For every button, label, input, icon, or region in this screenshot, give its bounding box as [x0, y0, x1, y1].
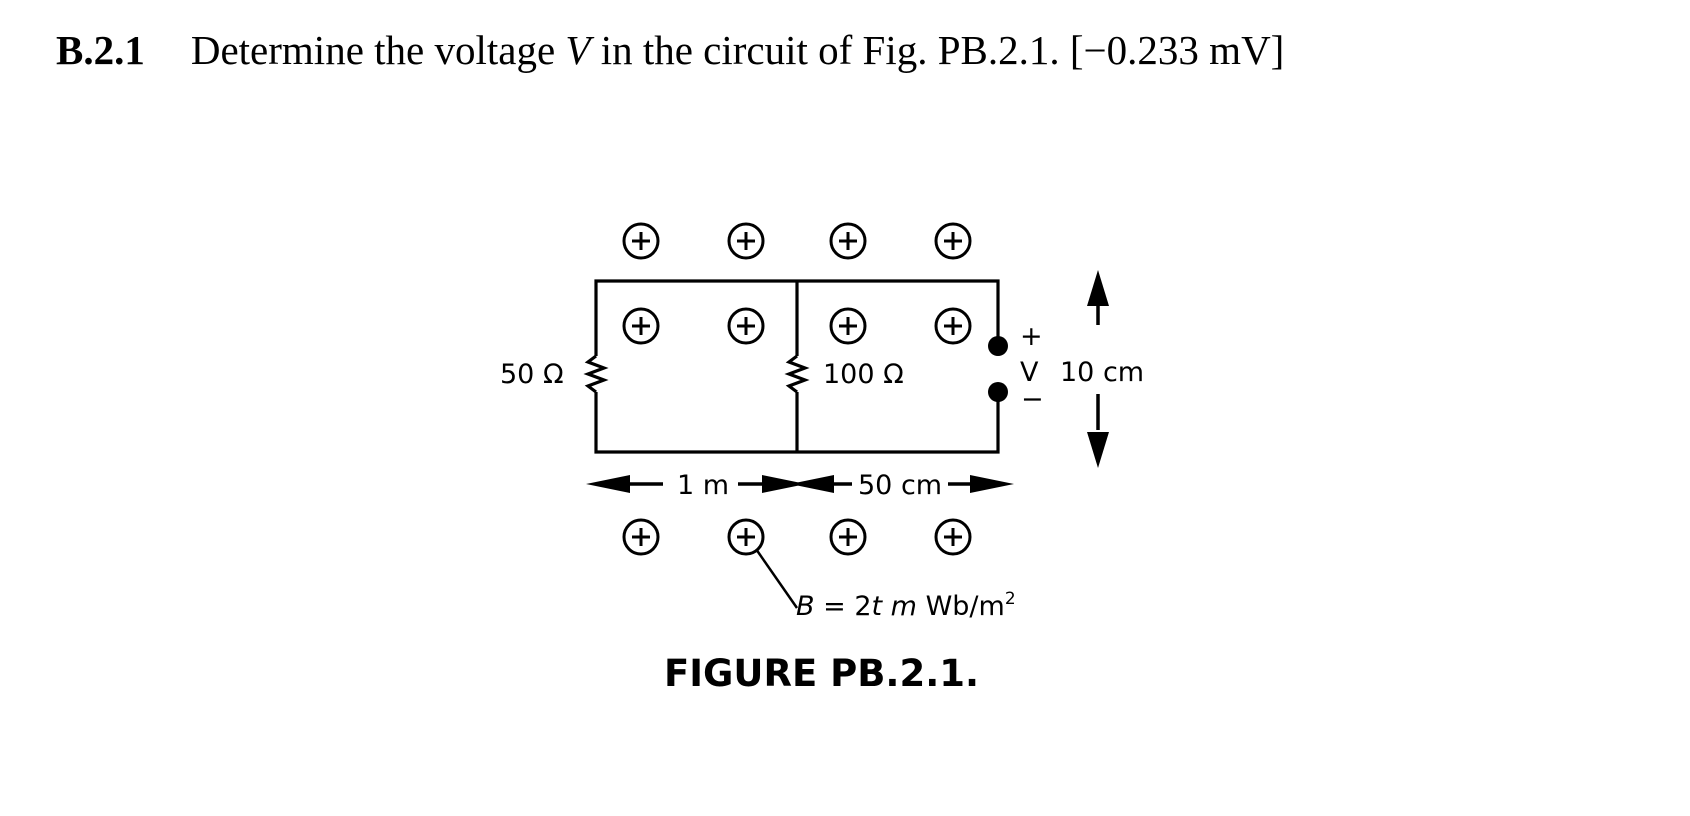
middle-resistor-zigzag [789, 356, 805, 392]
terminal-minus-label: − [1021, 384, 1044, 415]
flux-into-page-icon [624, 224, 658, 258]
flux-into-page-icon [831, 309, 865, 343]
figure-caption: FIGURE PB.2.1. [664, 652, 980, 695]
field-leader-line [756, 549, 797, 608]
flux-into-page-icon [936, 309, 970, 343]
flux-into-page-icon [729, 309, 763, 343]
flux-into-page-icon [729, 224, 763, 258]
field-label: B = 2t m $Wb/m^2$ [796, 589, 1016, 622]
flux-into-page-icon [624, 520, 658, 554]
terminal-plus-label: + [1020, 321, 1043, 352]
flux-into-page-icon [729, 520, 763, 554]
flux-symbols [624, 224, 970, 554]
left-resistor-zigzag [588, 356, 604, 392]
height-label: 10 cm [1060, 357, 1145, 388]
flux-into-page-icon [936, 224, 970, 258]
voltage-label: V [1020, 357, 1039, 388]
flux-into-page-icon [831, 224, 865, 258]
middle-resistor-label: 100 Ω [823, 359, 904, 390]
flux-into-page-icon [624, 309, 658, 343]
problem-number: B.2.1 [56, 27, 145, 73]
left-width-label: 1 m [677, 470, 730, 501]
negative-terminal [988, 382, 1008, 402]
problem-text-after: in the circuit of Fig. PB.2.1. [−0.233 mV] [590, 27, 1285, 73]
problem-variable: V [565, 27, 591, 73]
problem-text-before: Determine the voltage [190, 27, 566, 73]
flux-into-page-icon [831, 520, 865, 554]
flux-into-page-icon [936, 520, 970, 554]
right-width-label: 50 cm [858, 470, 943, 501]
positive-terminal [988, 336, 1008, 356]
left-resistor-label: 50 Ω [500, 359, 564, 390]
